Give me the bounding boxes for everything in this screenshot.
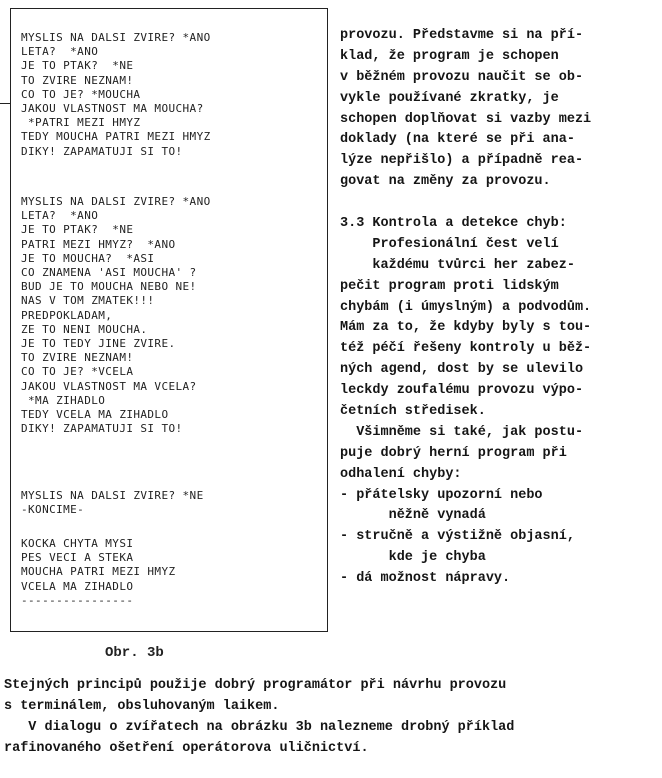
right-column-line: četních středisek.	[340, 404, 486, 420]
bottom-text-line: Stejných principů použije dobrý programátor při návrhu provozu	[4, 678, 507, 693]
dialog-block-new-animal-moucha: MYSLIS NA DALSI ZVIRE? *ANO LETA? *ANO JE TO PTAK? *NE TO ZVIRE NEZNAM! CO TO JE? *MOUCHA JAKOU VLASTNOST MA MOUCHA? *PATRI MEZI HMYZ TEDY MOUCHA PATRI MEZI HMYZ DIKY! ZAPAMATUJI SI TO!	[21, 31, 211, 158]
right-column-line: - stručně a výstižně objasní,	[340, 529, 575, 545]
figure-pointer-line	[0, 103, 10, 104]
right-column-line: v běžném provozu naučit se ob-	[340, 69, 584, 85]
figure-frame	[10, 8, 328, 632]
right-column-line: 3.3 Kontrola a detekce chyb:	[340, 216, 567, 232]
bottom-text-line: rafinovaného ošetření operátorova uličnictví.	[4, 740, 369, 756]
right-column-line: odhalení chyby:	[340, 466, 462, 482]
right-column-line: též péčí řešeny kontroly u běž-	[340, 341, 592, 357]
right-column-line: puje dobrý herní program při	[340, 445, 567, 461]
right-column-line: pečit program proti lidským	[340, 278, 559, 294]
right-column-line: - dá možnost nápravy.	[340, 571, 511, 587]
bottom-text-line: s terminálem, obsluhovaným laikem.	[4, 698, 280, 714]
right-column-text	[340, 26, 591, 590]
right-column-line: něžně vynadá	[340, 508, 486, 524]
right-column-line: vykle používané zkratky, je	[340, 90, 559, 106]
right-column-line: ných agend, dost by se ulevilo	[340, 362, 584, 378]
bottom-paragraph	[4, 676, 514, 760]
right-column-line: kde je chyba	[340, 550, 486, 566]
dialog-block-knowledge-list: KOCKA CHYTA MYSI PES VECI A STEKA MOUCHA PATRI MEZI HMYZ VCELA MA ZIHADLO ----------------	[21, 537, 176, 607]
right-column-line: chybám (i úmyslným) a podvodům.	[340, 299, 592, 315]
right-column-line: doklady (na které se při ana-	[340, 132, 575, 148]
right-column-line: Mám za to, že kdyby byly s tou-	[340, 320, 592, 336]
dialog-block-new-animal-vcela: MYSLIS NA DALSI ZVIRE? *ANO LETA? *ANO JE TO PTAK? *NE PATRI MEZI HMYZ? *ANO JE TO MOUCHA? *ASI CO ZNAMENA 'ASI MOUCHA' ? BUD JE TO MOUCHA NEBO NE! NAS V TOM ZMATEK!!! PREDPOKLADAM, ZE TO NENI MOUCHA. JE TO TEDY JINE ZVIRE. TO ZVIRE NEZNAM! CO TO JE? *VCELA JAKOU VLASTNOST MA VCELA? *MA ZIHADLO TEDY VCELA MA ZIHADLO DIKY! ZAPAMATUJI SI TO!	[21, 195, 211, 436]
right-column-line: Profesionální čest velí	[340, 236, 559, 252]
right-column-line	[340, 193, 591, 214]
right-column-line: govat na změny za provozu.	[340, 174, 551, 190]
right-column-line: provozu. Představme si na pří-	[340, 28, 584, 43]
right-column-line: klad, že program je schopen	[340, 48, 559, 64]
bottom-text-line: V dialogu o zvířatech na obrázku 3b nalezneme drobný příklad	[4, 719, 515, 735]
right-column-line: schopen doplňovat si vazby mezi	[340, 111, 592, 127]
dialog-block-end: MYSLIS NA DALSI ZVIRE? *NE -KONCIME-	[21, 489, 204, 517]
right-column-line: - přátelsky upozorní nebo	[340, 487, 543, 503]
right-column-line: leckdy zoufalému provozu výpo-	[340, 383, 584, 399]
right-column-line: lýze nepřišlo) a případně rea-	[340, 153, 584, 169]
right-column-line: Všimněme si také, jak postu-	[340, 424, 584, 440]
figure-caption: Obr. 3b	[105, 645, 164, 661]
right-column-line: každému tvůrci her zabez-	[340, 257, 575, 273]
